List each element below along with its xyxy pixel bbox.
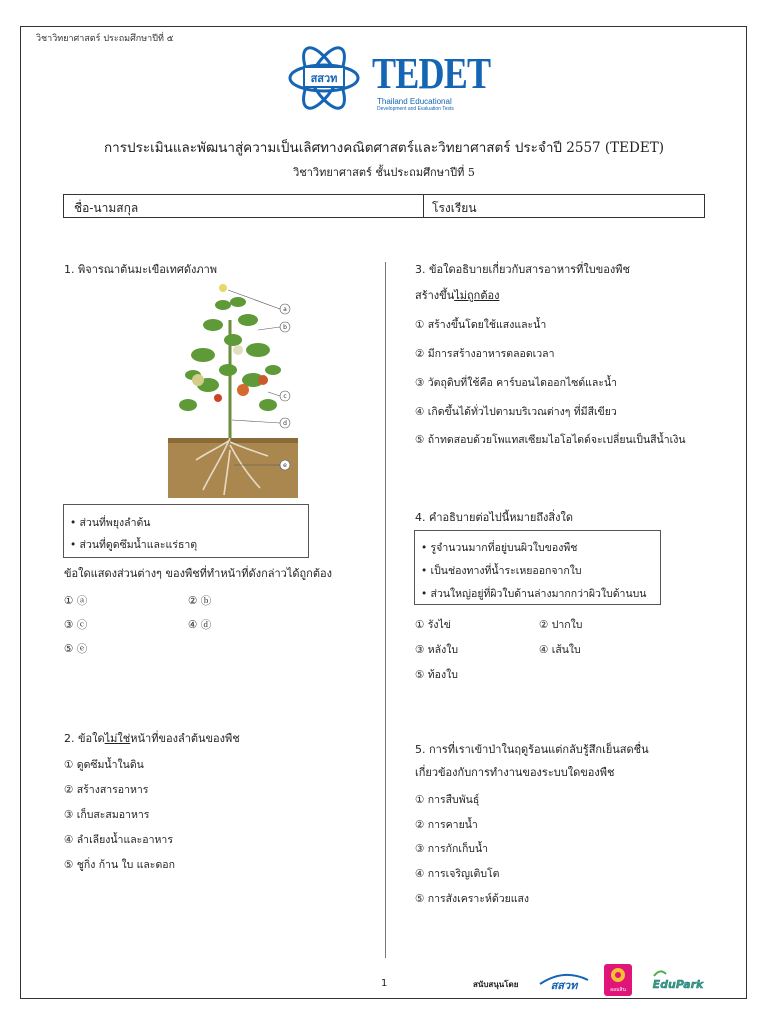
ipst-sponsor-logo-icon <box>538 966 590 994</box>
q2-stem-suffix: หน้าที่ของลำต้นของพืช <box>130 732 240 745</box>
q2-stem-underlined: ไม่ใช่ <box>104 732 131 745</box>
q4-stem: 4. คำอธิบายต่อไปนี้หมายถึงสิ่งใด <box>415 511 573 524</box>
q5-option-5[interactable]: ⑤ การสังเคราะห์ด้วยแสง <box>415 893 530 905</box>
sponsor-label: สนับสนุนโดย <box>473 980 519 989</box>
q2-option-1[interactable]: ① ดูดซึมน้ำในดิน <box>64 759 144 771</box>
q4-info-box <box>414 530 661 605</box>
main-title: การประเมินและพัฒนาสู่ความเป็นเลิศทางคณิตศาสตร์และวิทยาศาสตร์ ประจำปี 2557 (TEDET) <box>104 140 664 156</box>
gsb-emblem-icon <box>604 964 632 986</box>
q3-option-5[interactable]: ⑤ ถ้าทดสอบด้วยโพแทสเซียมไอโอไดด์จะเปลี่ยนเป็นสีน้ำเงิน <box>415 434 686 446</box>
q1-option-1[interactable]: ① ⓐ <box>64 595 88 607</box>
q2-option-2[interactable]: ② สร้างสารอาหาร <box>64 784 149 796</box>
q5-option-3[interactable]: ③ การกักเก็บน้ำ <box>415 843 489 855</box>
running-title: วิชาวิทยาศาสตร์ ประถมศึกษาปีที่ ๕ <box>36 34 174 44</box>
q5-option-4[interactable]: ④ การเจริญเติบโต <box>415 868 500 880</box>
q5-stem-line1: 5. การที่เราเข้าป่าในฤดูร้อนแต่กลับรู้สึกเย็นสดชื่น <box>415 743 649 756</box>
name-box-divider <box>423 195 424 217</box>
q5-stem-line2: เกี่ยวข้องกับการทำงานของระบบใดของพืช <box>415 766 615 779</box>
q4-box-line: • รูจำนวนมากที่อยู่บนผิวใบของพืช <box>421 542 578 554</box>
q4-option-5[interactable]: ⑤ ท้องใบ <box>415 669 458 681</box>
q1-option-2[interactable]: ② ⓑ <box>188 595 212 607</box>
edupark-sponsor-logo-icon <box>648 966 706 994</box>
sponsor2-text: ออมสิน <box>610 987 626 993</box>
sub-title: วิชาวิทยาศาสตร์ ชั้นประถมศึกษาปีที่ 5 <box>293 166 475 179</box>
q1-box-line: • ส่วนที่ดูดซึมน้ำและแร่ธาตุ <box>70 539 198 551</box>
name-school-box <box>63 194 705 218</box>
label-a: a <box>283 306 287 313</box>
q2-stem-prefix: 2. ข้อใด <box>64 732 105 745</box>
q2-stem <box>64 731 240 747</box>
q2-option-5[interactable]: ⑤ ชูกิ่ง ก้าน ใบ และดอก <box>64 859 175 871</box>
tedet-logo-line2: Development and Evaluation Tests <box>377 106 454 112</box>
q4-option-4[interactable]: ④ เส้นใบ <box>539 644 581 656</box>
header-logos <box>284 40 491 120</box>
label-e: e <box>283 462 287 469</box>
q3-option-1[interactable]: ① สร้างขึ้นโดยใช้แสงและน้ำ <box>415 319 547 331</box>
q3-option-3[interactable]: ③ วัตถุดิบที่ใช้คือ คาร์บอนไดออกไซด์และน้ำ <box>415 377 618 389</box>
q1-stem: 1. พิจารณาต้นมะเขือเทศดังภาพ <box>64 263 218 276</box>
gsb-sponsor-logo-icon <box>604 964 632 996</box>
q2-option-4[interactable]: ④ ลำเลียงน้ำและอาหาร <box>64 834 173 846</box>
tomato-plant-image <box>168 280 298 498</box>
sponsor3-text: EduPark <box>652 978 704 991</box>
q1-option-3[interactable]: ③ ⓒ <box>64 619 88 631</box>
q4-box-line: • ส่วนใหญ่อยู่ที่ผิวใบด้านล่างมากกว่าผิวใบด้านบน <box>421 588 647 600</box>
label-d: d <box>283 420 287 427</box>
name-label: ชื่อ-นามสกุล <box>74 201 139 215</box>
q1-question: ข้อใดแสดงส่วนต่างๆ ของพืชที่ทำหน้าที่ดังกล่าวได้ถูกต้อง <box>64 567 332 580</box>
q5-option-2[interactable]: ② การคายน้ำ <box>415 819 478 831</box>
label-b: b <box>283 324 287 331</box>
tedet-logo-line1: Thailand Educational <box>377 97 452 106</box>
q1-info-box <box>63 504 309 558</box>
school-label: โรงเรียน <box>432 201 477 215</box>
q2-option-3[interactable]: ③ เก็บสะสมอาหาร <box>64 809 150 821</box>
q4-box-line: • เป็นช่องทางที่น้ำระเหยออกจากใบ <box>421 565 582 577</box>
q1-option-5[interactable]: ⑤ ⓔ <box>64 643 88 655</box>
sponsor1-text: สสวท <box>550 979 578 992</box>
q3-stem-prefix: สร้างขึ้น <box>415 289 455 302</box>
q3-option-4[interactable]: ④ เกิดขึ้นได้ทั่วไปตามบริเวณต่างๆ ที่มีสีเขียว <box>415 406 617 418</box>
ipst-logo-icon <box>284 40 364 120</box>
q3-option-2[interactable]: ② มีการสร้างอาหารตลอดเวลา <box>415 348 555 360</box>
column-divider <box>385 262 386 958</box>
q3-stem-line1: 3. ข้อใดอธิบายเกี่ยวกับสารอาหารที่ใบของพืช <box>415 263 630 276</box>
q1-option-4[interactable]: ④ ⓓ <box>188 619 212 631</box>
q4-option-3[interactable]: ③ หลังใบ <box>415 644 459 656</box>
label-c: c <box>283 393 287 400</box>
q3-stem-underlined: ไม่ถูกต้อง <box>454 289 500 302</box>
q1-box-line: • ส่วนที่พยุงลำต้น <box>70 517 151 529</box>
page-number: 1 <box>381 978 388 989</box>
tedet-logo-word: TEDET <box>372 49 491 98</box>
ipst-logo-text: สสวท <box>310 72 338 85</box>
q5-option-1[interactable]: ① การสืบพันธุ์ <box>415 794 480 806</box>
q4-option-1[interactable]: ① รังไข่ <box>415 619 451 631</box>
q4-option-2[interactable]: ② ปากใบ <box>539 619 583 631</box>
q3-stem-line2 <box>415 288 499 304</box>
